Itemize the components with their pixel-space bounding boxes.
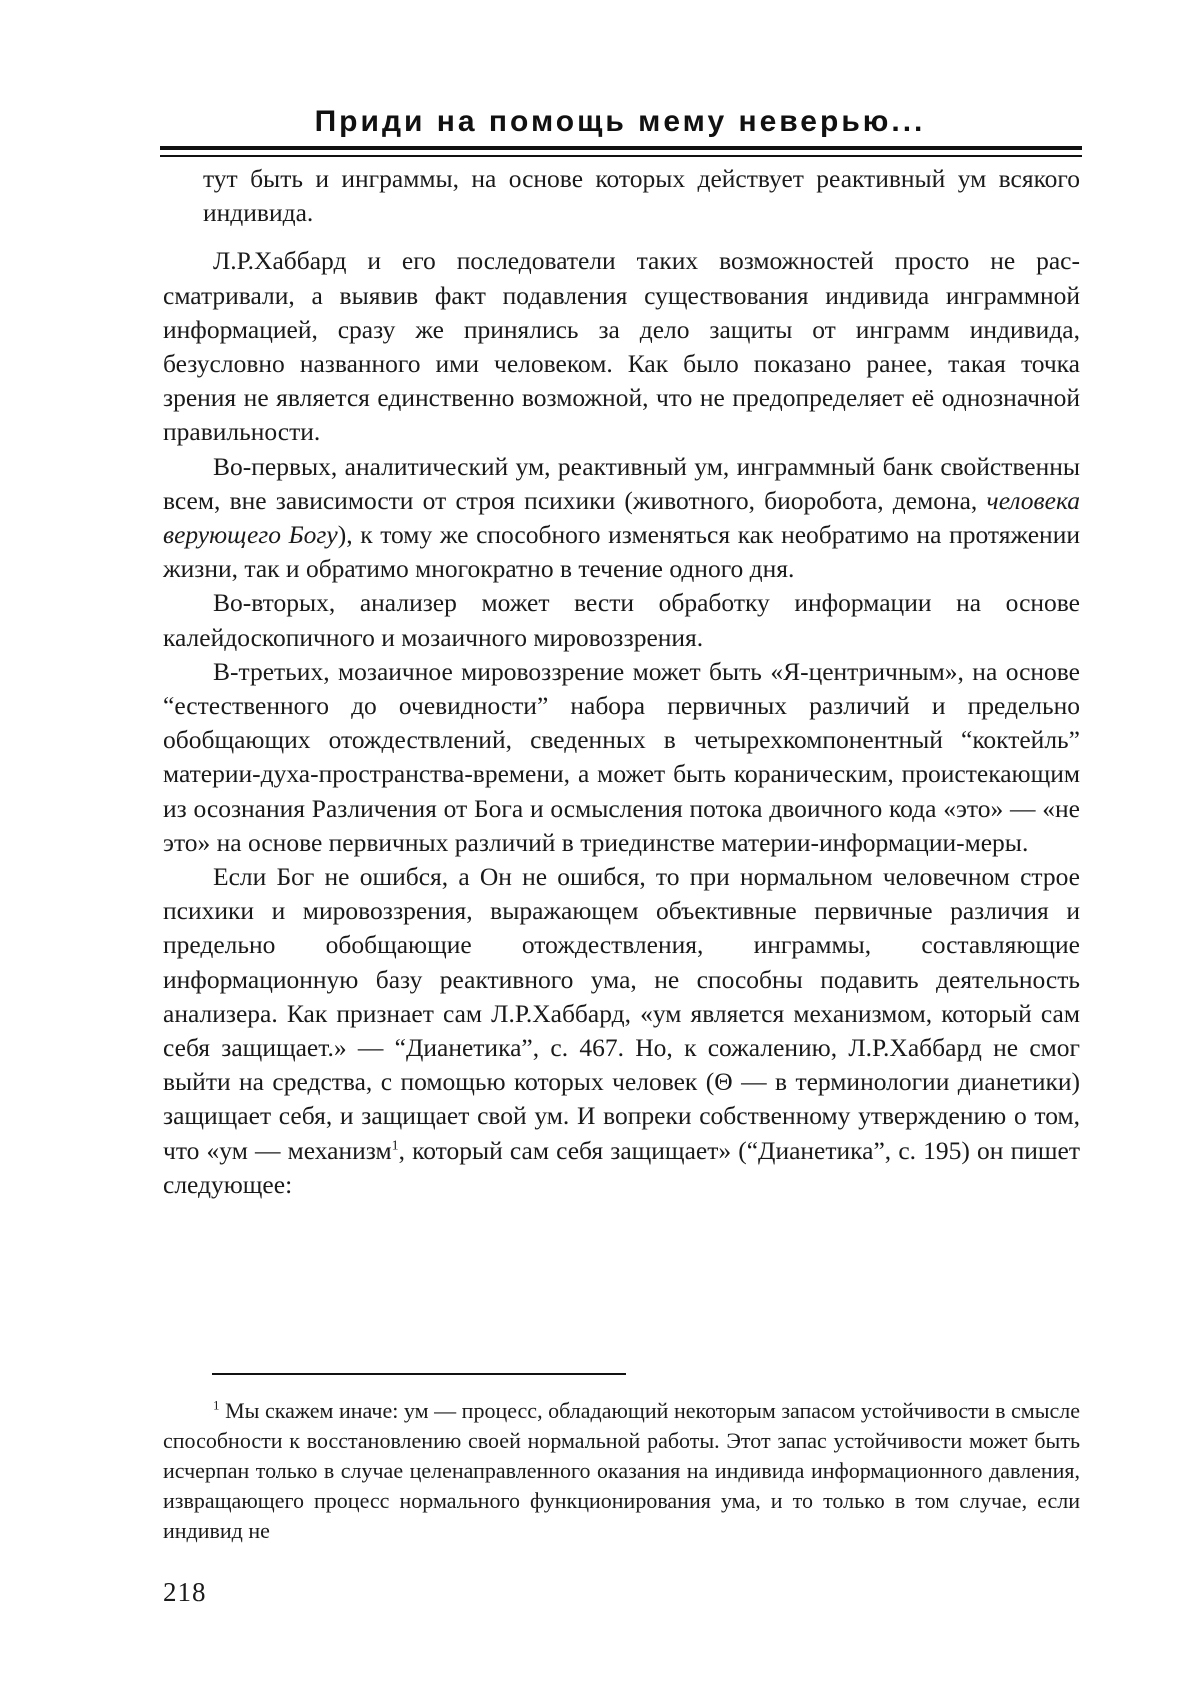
paragraph-first-italic: человека верующего Богу [163, 485, 1080, 550]
footnote-separator [212, 1373, 626, 1375]
paragraph-god-text-end: , который сам себя защищает» (“Дианетика”, с. 195) он пишет следующее: [163, 1135, 1080, 1199]
paragraph-hubbard: Л.Р.Хаббард и его последователи таких возможностей просто не рассматривали, а выявив факт подавления существования индивида инграммной информацией, сразу же принялись за дело защиты от инграмм индивида, безусловно названного ими человеком. Как было показано ранее, такая точка зрения не является единственно возможной, что не предопределяет её однозначной правильности. [163, 246, 1080, 447]
header-rule-thick [160, 146, 1082, 150]
paragraph-first [163, 450, 1080, 587]
paragraph-god [163, 860, 1080, 1202]
header-rule-thin [160, 155, 1082, 157]
footnote-mark: 1 [213, 1397, 220, 1413]
running-title: Приди на помощь мему неверью... [314, 105, 926, 138]
footnote-text: Мы скажем иначе: ум — процесс, обладающий некоторым запасом устойчивости в смысле способности к восстановлению своей нормальной работы. Этот запас устойчивости может быть исчерпан только в случае целенаправленного оказания на индивида информационного давления, извращающего процесс нормального функционирования ума, и то только в том случае, если индивид не [163, 1398, 1080, 1543]
paragraph-continued: тут быть и инграммы, на основе которых действует реактивный ум всякого индивида. [203, 164, 1080, 228]
page-number: 218 [163, 1577, 207, 1607]
paragraph-second: Во-вторых, анализер может вести обработку информации на основе калейдоскопичного и мозаичного мировоззрения. [163, 588, 1080, 652]
paragraph-first-text-end: ), к тому же способного изменяться как необратимо на протяжении жизни, так и обратимо многократно в течение одного дня. [163, 520, 1080, 584]
paragraph-first-text: Во-первых, аналитический ум, реактивный ум, инграммный банк свойственны всем, вне зависимости от строя психики (животного, биоробота, демона, [163, 451, 1080, 515]
footnote-reference[interactable]: 1 [391, 1138, 399, 1154]
footnote [163, 1396, 1080, 1546]
main-text [163, 162, 1080, 1202]
paragraph-god-text: Если Бог не ошибся, а Он не ошибся, то при нормальном человечном строе психики и мировоззрения, выражающем объективные первичные различия и предельно обобщающие отождествления, инграммы, составляющие информационную базу реактивного ума, не способны подавить деятельность анализера. Как признает сам Л.Р.Хаббард, «ум является механизмом, который сам себя защищает.» — “Дианетика”, с. 467. Но, к сожалению, Л.Р.Хаббард не смог выйти на средства, с помощью которых человек (Θ — в терминологии дианетики) защищает себя, и защищает свой ум. И вопреки собственному утверждению о том, что «ум — механизм [163, 862, 1080, 1165]
paragraph-third: В-третьих, мозаичное мировоззрение может быть «Я-центричным», на основе “естественного до очевидности” набора первичных различий и предельно обобщающих отождествлений, сведенных в четырехкомпонентный “коктейль” материи-духа-пространства-времени, а может быть кораническим, проистекающим из осознания Различения от Бога и осмысления потока двоичного кода «это» — «не это» на основе первичных различий в триединстве материи-информации-меры. [163, 656, 1080, 857]
